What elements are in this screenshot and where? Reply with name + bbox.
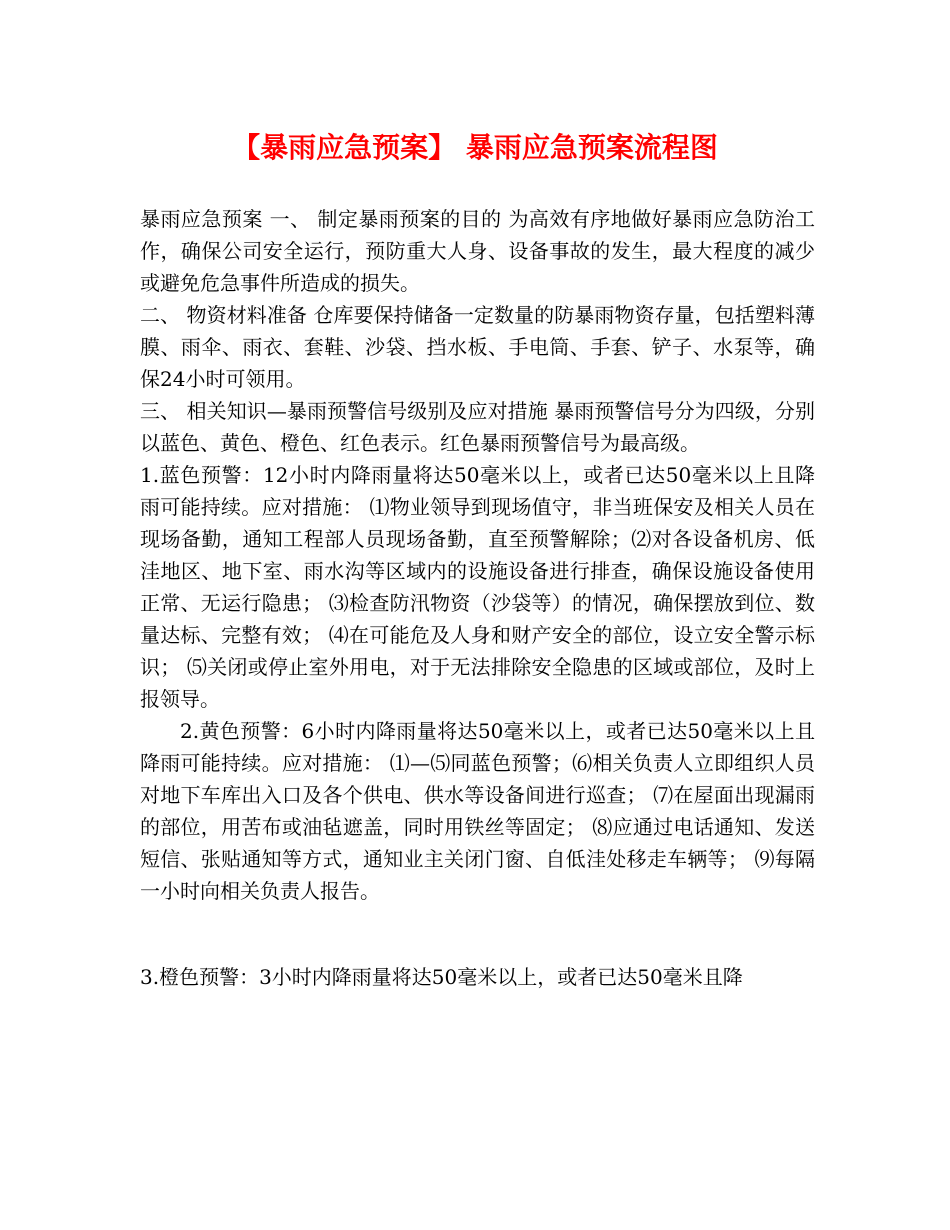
- paragraph-yellow-warning: 2.黄色预警：6小时内降雨量将达50毫米以上，或者已达50毫米以上且降雨可能持续。应对措施： ⑴—⑸同蓝色预警；⑹相关负责人立即组织人员对地下车库出入口及各个供电、供水等设备间进行巡查； ⑺在屋面出现漏雨的部位，用苦布或油毡遮盖，同时用铁丝等固定； ⑻应通过电话通知、发送短信、张贴通知等方式，通知业主关闭门窗、自低洼处移走车辆等； ⑼每隔一小时向相关负责人报告。: [140, 719, 815, 903]
- paragraph-knowledge: 三、 相关知识—暴雨预警信号级别及应对措施 暴雨预警信号分为四级，分别以蓝色、黄色、橙色、红色表示。红色暴雨预警信号为最高级。: [140, 399, 815, 455]
- document-body: [140, 203, 815, 993]
- paragraph-orange-warning: 3.橙色预警：3小时内降雨量将达50毫米以上，或者已达50毫米且降: [140, 965, 743, 989]
- paragraph-materials: 二、 物资材料准备 仓库要保持储备一定数量的防暴雨物资存量，包括塑料薄膜、雨伞、雨衣、套鞋、沙袋、挡水板、手电筒、手套、铲子、水泵等，确保24小时可领用。: [140, 303, 815, 391]
- paragraph-blue-warning: 1.蓝色预警：12小时内降雨量将达50毫米以上，或者已达50毫米以上且降雨可能持续。应对措施： ⑴物业领导到现场值守，非当班保安及相关人员在现场备勤，通知工程部人员现场备勤，直至预警解除；⑵对各设备机房、低洼地区、地下室、雨水沟等区域内的设施设备进行排查，确保设施设备使用正常、无运行隐患； ⑶检查防汛物资（沙袋等）的情况，确保摆放到位、数量达标、完整有效； ⑷在可能危及人身和财产安全的部位，设立安全警示标识； ⑸关闭或停止室外用电，对于无法排除安全隐患的区域或部位，及时上报领导。: [140, 463, 815, 711]
- paragraph-spacer: [140, 907, 815, 961]
- document-title: 【暴雨应急预案】 暴雨应急预案流程图: [232, 131, 718, 164]
- paragraph-purpose: 暴雨应急预案 一、 制定暴雨预案的目的 为高效有序地做好暴雨应急防治工作，确保公司安全运行，预防重大人身、设备事故的发生，最大程度的减少或避免危急事件所造成的损失。: [140, 207, 815, 295]
